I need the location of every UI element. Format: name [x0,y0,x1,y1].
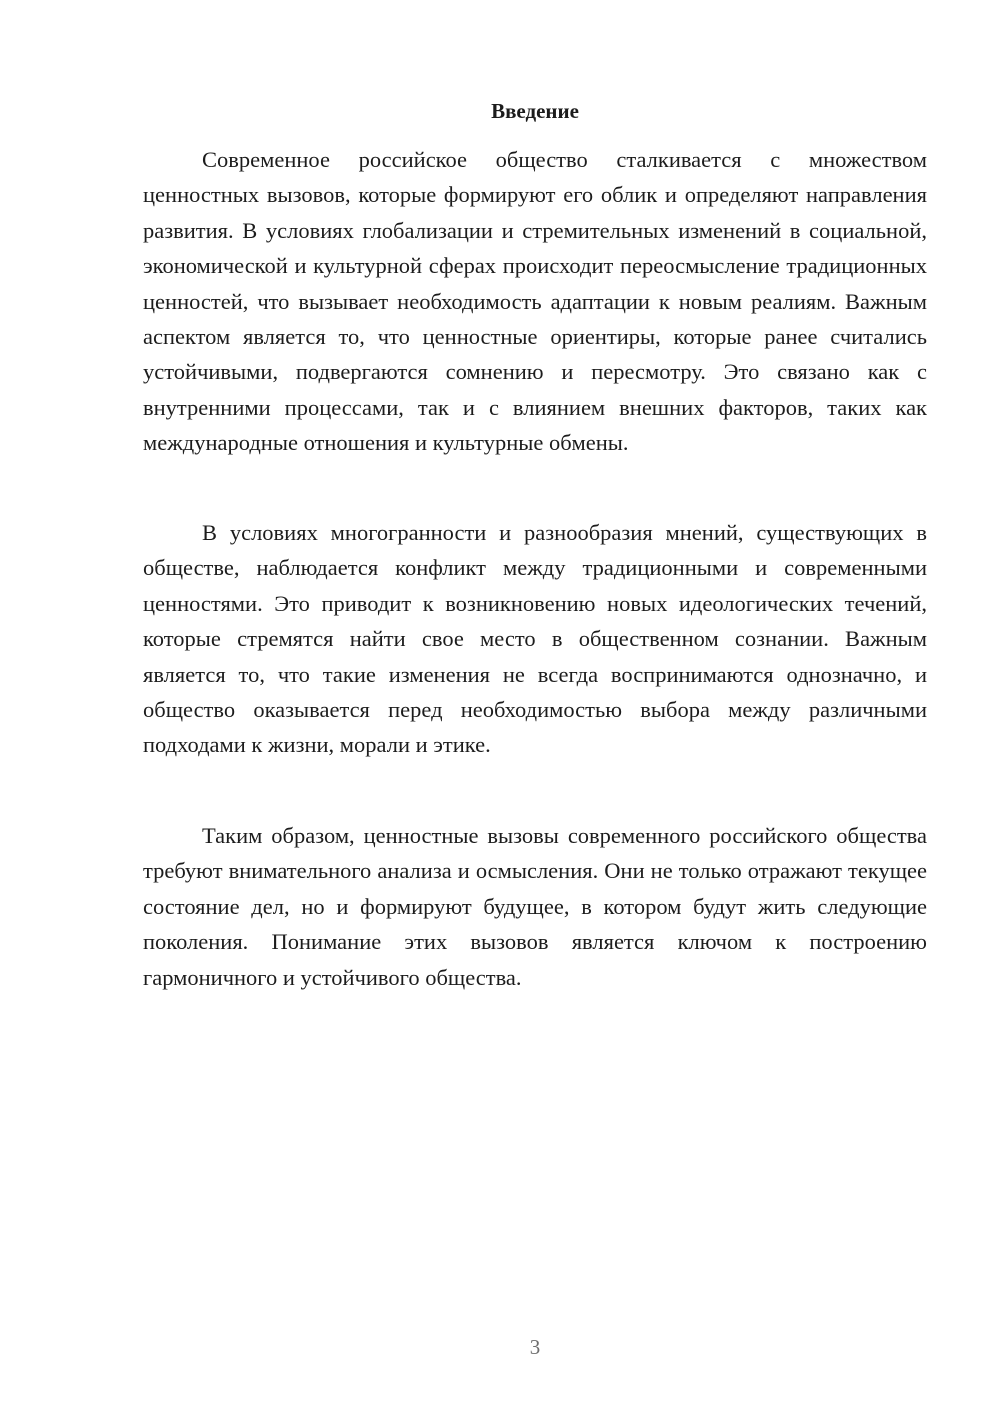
page-number: 3 [529,1335,541,1359]
paragraph-2: В условиях многогранности и разнообразия мнений, существующих в обществе, наблюдается конфликт между традиционными и современными ценностями. Это приводит к возникновению новых идеологических течений, которые стремятся найти свое место в общественном сознании. Важным является то, что такие изменения не всегда воспринимаются однозначно, и общество оказывается перед необходимостью выбора между различными подходами к жизни, морали и этике. [143,520,927,758]
paragraph-3: Таким образом, ценностные вызовы современного российского общества требуют внимательного анализа и осмысления. Они не только отражают текущее состояние дел, но и формируют будущее, в котором будут жить следующие поколения. Понимание этих вызовов является ключом к построению гармоничного и устойчивого общества. [143,823,927,990]
paragraph-1: Современное российское общество сталкивается с множеством ценностных вызовов, которые формируют его облик и определяют направления развития. В условиях глобализации и стремительных изменений в социальной, экономической и культурной сферах происходит переосмысление традиционных ценностей, что вызывает необходимость адаптации к новым реалиям. Важным аспектом является то, что ценностные ориентиры, которые ранее считались устойчивыми, подвергаются сомнению и пересмотру. Это связано как с внутренними процессами, так и с влиянием внешних факторов, таких как международные отношения и культурные обмены. [143,147,927,456]
section-heading: Введение [491,99,579,123]
